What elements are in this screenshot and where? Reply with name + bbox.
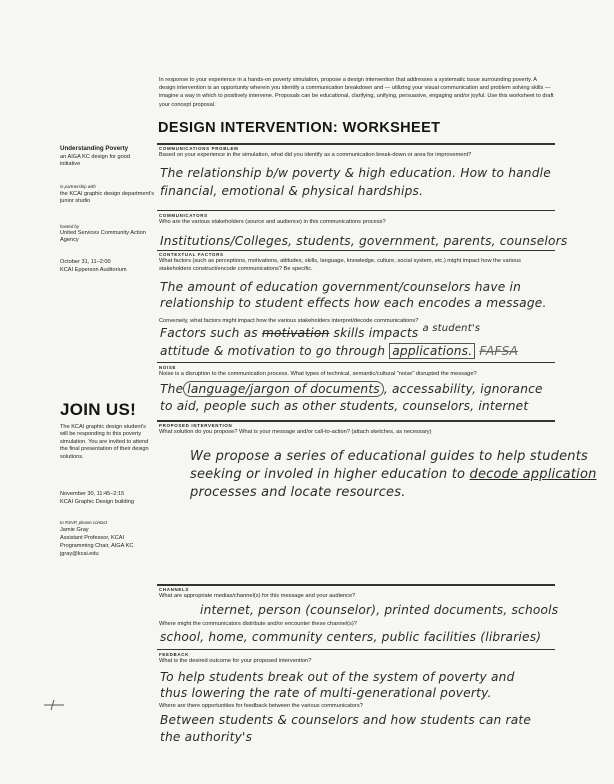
section-label-problem: COMMUNICATIONS PROBLEM xyxy=(159,146,239,151)
question-contextual: What factors (such as perceptions, motivations, attitudes, skills, language, knowledge, culture, social system, etc.) might impact how the various stakeholders construct/encode communications? Be specific. xyxy=(159,258,521,272)
final-place: KCAI Graphic Design building xyxy=(60,499,134,505)
pen-mark-icon xyxy=(42,698,66,712)
contact-name: Jamie Gray xyxy=(60,527,89,533)
answer-problem-line-1: The relationship b/w poverty & high education. How to handle xyxy=(160,166,551,180)
answer-channels-line-2: school, home, community centers, public facilities (libraries) xyxy=(160,630,542,644)
final-date: November 30, 11:45–2:15 xyxy=(60,491,125,497)
section-divider xyxy=(157,362,555,363)
answer-contextual-line-2: relationship to student effects how each encodes a message. xyxy=(160,296,547,310)
event-place: KCAI Epperson Auditorium xyxy=(60,267,127,273)
section-label-feedback: FEEDBACK xyxy=(159,652,189,657)
answer-feedback-line-4: the authority's xyxy=(160,730,253,744)
question-feedback-opportunities: Where are there opportunities for feedback between the various communicators? xyxy=(159,703,363,709)
page-title: DESIGN INTERVENTION: WORKSHEET xyxy=(158,120,441,136)
question-feedback: What is the desired outcome for your proposed intervention? xyxy=(159,658,312,664)
question-communicators: Who are the various stakeholders (source and audience) in this communications process? xyxy=(159,219,386,225)
join-us-heading: JOIN US! xyxy=(60,400,137,419)
question-contextual-decode: Conversely, what factors might impact how the various stakeholders interpret/decode communications? xyxy=(159,318,419,324)
answer-proposed-line-3: processes and locate resources. xyxy=(190,485,406,500)
hosted-label: hosted by xyxy=(60,224,80,229)
question-problem: Based on your experience in the simulation, what did you identify as a communication break-down or area for improvement? xyxy=(159,152,472,158)
answer-channels-line-1: internet, person (counselor), printed documents, schools xyxy=(200,603,559,617)
section-divider xyxy=(157,420,555,422)
contact-title-2: Programming Chair, AIGA KC xyxy=(60,543,134,549)
answer-noise-line-1: The language/jargon of documents , accessability, ignorance xyxy=(160,382,543,396)
project-subtitle: an AIGA KC design for good initiative xyxy=(60,154,130,168)
answer-feedback-line-1: To help students break out of the system of poverty and xyxy=(160,670,515,684)
answer-noise-line-2: to aid, people such as other students, counselors, internet xyxy=(160,399,529,413)
answer-proposed-line-2: seeking or involed in higher education to decode application xyxy=(190,467,597,482)
section-label-noise: NOISE xyxy=(159,365,177,370)
join-text: The KCAI graphic design student's will be responding to this poverty simulation. You are invited to attend the final presentation of their design solutions. xyxy=(60,424,149,460)
answer-feedback-line-3: Between students & counselors and how students can rate xyxy=(160,713,532,727)
rsvp-label: to RSVP, please contact xyxy=(60,520,108,525)
hosted-text: United Services Community Action Agency xyxy=(60,230,146,244)
circled-phrase: language/jargon of documents xyxy=(183,381,384,397)
section-divider xyxy=(157,250,555,251)
answer-contextual-line-3: Factors such as motivation skills impacts $^{a student's}$ xyxy=(160,323,481,340)
question-channels-where: Where might the communicators distribute and/or encounter these channel(s)? xyxy=(159,621,357,627)
project-title: Understanding Poverty xyxy=(60,145,129,152)
answer-communicators: Institutions/Colleges, students, government, parents, counselors xyxy=(160,234,568,248)
question-noise: Noise is a disruption to the communication process. What types of technical, semantic/cultural "noise" disrupted the message? xyxy=(159,371,477,377)
section-divider xyxy=(157,210,555,211)
answer-problem-line-2: financial, emotional & physical hardships. xyxy=(160,184,424,198)
section-divider xyxy=(157,584,555,586)
underlined-phrase: decode application xyxy=(469,467,597,482)
answer-feedback-line-2: thus lowering the rate of multi-generational poverty. xyxy=(160,686,492,700)
answer-contextual-line-4: attitude & motivation to go through applications. FAFSA xyxy=(160,344,519,358)
question-proposed: What solution do you propose? What is your message and/or call-to-action? (attach sketches, as necessary) xyxy=(159,429,432,435)
answer-proposed-line-1: We propose a series of educational guides to help students xyxy=(190,449,588,464)
struck-word: motivation xyxy=(261,326,330,340)
struck-word: FAFSA xyxy=(479,344,519,358)
partnership-label: in partnership with xyxy=(60,184,96,189)
section-label-contextual: CONTEXTUAL FACTORS xyxy=(159,252,224,257)
intro-paragraph: In response to your experience in a hands-on poverty simulation, propose a design intervention that addresses a systematic issue surrounding poverty. A design intervention is an opportunity wherein you identify a communication breakdown and — utilizing your visual communication and problem solving skills — imagine a way in which to positively intervene. Proposals can be educational, clarifying, unifying, persuasive, engaging and/or joyful. Use this worksheet to draft your concept proposal. xyxy=(159,77,554,108)
section-label-communicators: COMMUNICATORS xyxy=(159,213,208,218)
boxed-word: applications. xyxy=(389,343,475,359)
answer-contextual-line-1: The amount of education government/counselors have in xyxy=(160,280,522,294)
partnership-text: the KCAI graphic design department's junior studio xyxy=(60,191,155,205)
section-divider xyxy=(157,143,555,145)
event-date: October 31, 11–2:00 xyxy=(60,259,111,265)
section-label-channels: CHANNELS xyxy=(159,587,189,592)
contact-title: Assistant Professor, KCAI xyxy=(60,535,125,541)
section-divider xyxy=(157,649,555,650)
contact-email: jgray@kcai.edu xyxy=(60,551,99,557)
question-channels: What are appropriate medias/channel(s) for this message and your audience? xyxy=(159,593,356,599)
section-label-proposed: PROPOSED INTERVENTION xyxy=(159,423,233,428)
